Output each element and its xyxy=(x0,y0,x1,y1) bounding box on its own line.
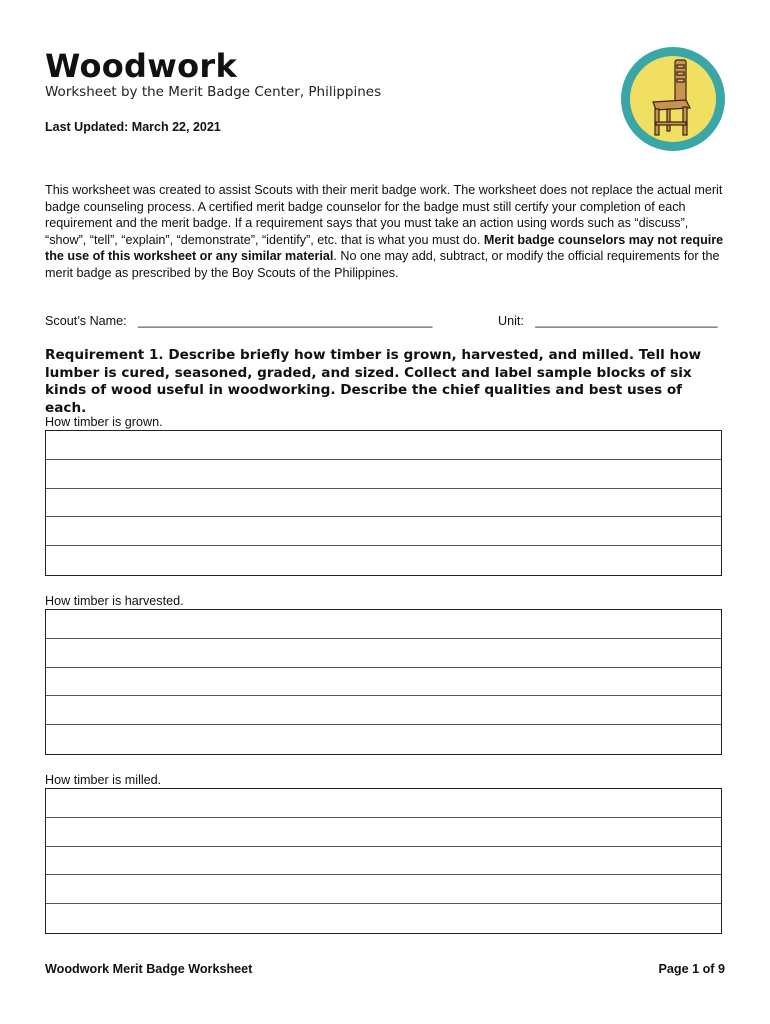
intro-paragraph xyxy=(45,182,725,282)
answer-line[interactable] xyxy=(46,431,721,460)
answer-line[interactable] xyxy=(46,818,721,847)
scout-name-field[interactable]: __________________________________________ xyxy=(138,314,433,328)
footer-title: Woodwork Merit Badge Worksheet xyxy=(45,962,253,976)
answer-box-milled[interactable] xyxy=(45,788,722,934)
chair-badge-icon xyxy=(620,46,726,152)
answer-line[interactable] xyxy=(46,904,721,933)
answer-line[interactable] xyxy=(46,610,721,639)
question-label: How timber is harvested. xyxy=(45,594,184,608)
answer-line[interactable] xyxy=(46,875,721,904)
question-label: How timber is grown. xyxy=(45,415,163,429)
answer-box-grown[interactable] xyxy=(45,430,722,576)
last-updated: Last Updated: March 22, 2021 xyxy=(45,120,221,134)
answer-line[interactable] xyxy=(46,668,721,697)
answer-line[interactable] xyxy=(46,847,721,876)
answer-line[interactable] xyxy=(46,517,721,546)
unit-field[interactable]: __________________________ xyxy=(535,314,718,328)
scout-name-label: Scout’s Name: xyxy=(45,314,127,328)
intro-text-end: . No one may add, subtract, or modify the official requirements for the merit badge as prescribed by the Boy Scouts of the Philippines. xyxy=(45,249,720,280)
answer-line[interactable] xyxy=(46,789,721,818)
answer-line[interactable] xyxy=(46,489,721,518)
question-label: How timber is milled. xyxy=(45,773,162,787)
answer-line[interactable] xyxy=(46,639,721,668)
answer-line[interactable] xyxy=(46,696,721,725)
answer-line[interactable] xyxy=(46,725,721,754)
unit-label: Unit: xyxy=(498,314,524,328)
intro-text: This worksheet was created to assist Scouts with their merit badge work. The worksheet does not replace the actual merit badge counseling process. A certified merit badge counselor for the badge must still certify your completion of each requirement and the merit badge. If a requirement says that you must take an action using words such as “discuss”, “show”, “tell”, “explain”, “demonstrate”, “identify”, etc. that is what you must do. xyxy=(45,183,723,247)
answer-box-harvested[interactable] xyxy=(45,609,722,755)
page-subtitle: Worksheet by the Merit Badge Center, Philippines xyxy=(45,84,382,100)
intro-bold-text: Merit badge counselors may not require the use of this worksheet or any similar material xyxy=(45,232,724,264)
badge-inner xyxy=(630,56,716,142)
requirement-1-text: Requirement 1. Describe briefly how timber is grown, harvested, and milled. Tell how lumber is cured, seasoned, graded, and sized. Collect and label sample blocks of six kinds of wood useful in woodworking. Describe the chief qualities and best uses of each. xyxy=(45,347,702,416)
answer-line[interactable] xyxy=(46,546,721,575)
scout-info-row xyxy=(45,314,725,328)
answer-line[interactable] xyxy=(46,460,721,489)
unit-group xyxy=(498,314,718,328)
page-title: Woodwork xyxy=(45,47,238,85)
page-number: Page 1 of 9 xyxy=(658,962,725,976)
